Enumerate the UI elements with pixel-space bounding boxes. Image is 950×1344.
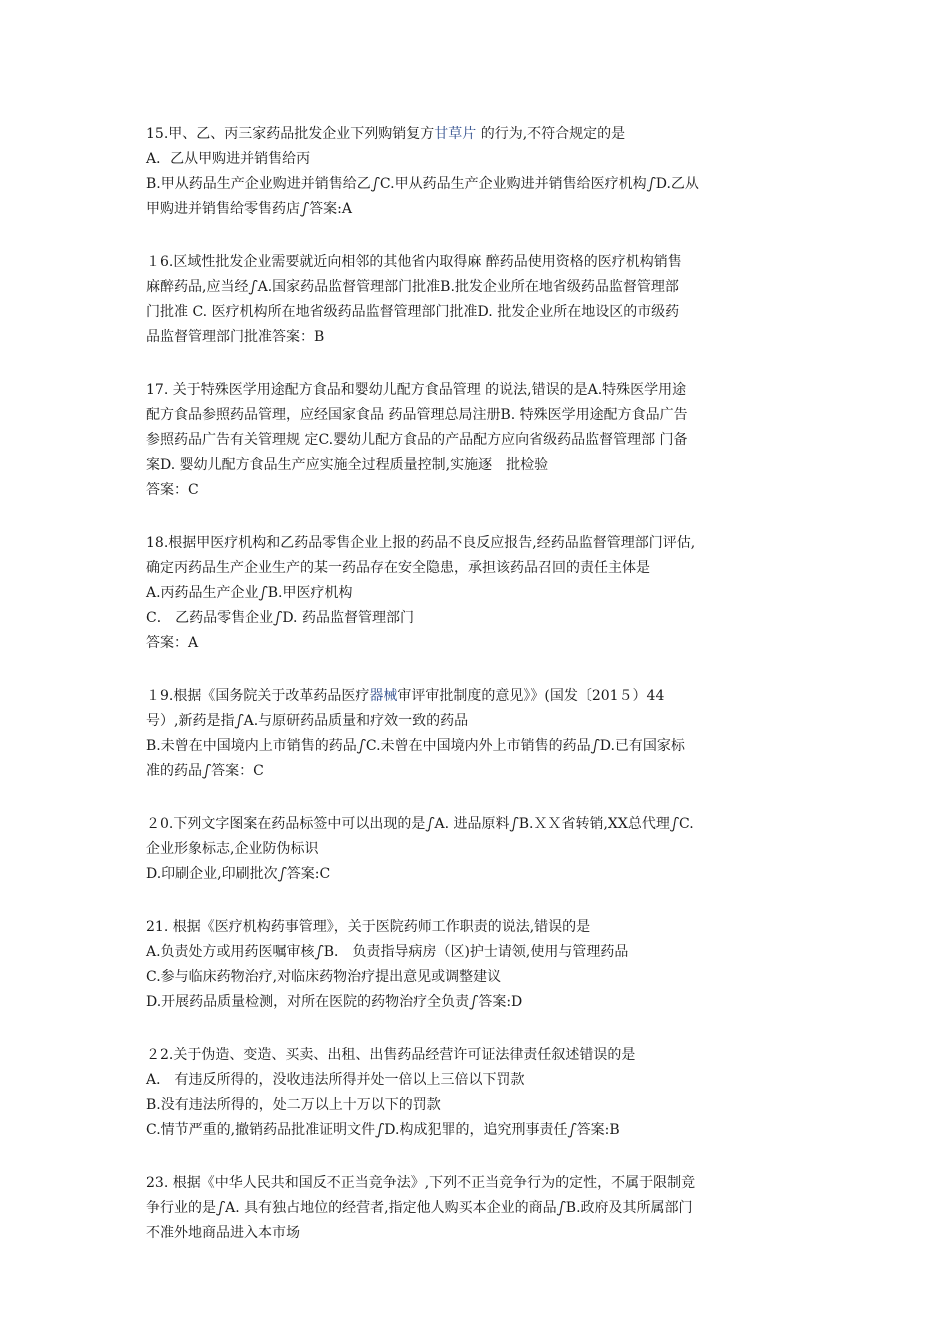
line-text: １6.区域性批发企业需要就近向相邻的其他省内取得麻 醉药品使用资格的医疗机构销售 bbox=[146, 254, 682, 270]
line-text: C.情节严重的,撤销药品批准证明文件ഽD.构成犯罪的，追究刑事责任ഽ答案:B bbox=[146, 1122, 620, 1138]
line-text: 配方食品参照药品管理，应经国家食品 药品管理总局注册B. 特殊医学用途配方食品广告 bbox=[146, 407, 688, 423]
question-line bbox=[146, 478, 816, 503]
question-list bbox=[146, 122, 816, 1274]
line-text: ２0.下列文字图案在药品标签中可以出现的是ഽA. 进品原料ഽB.ＸＸ省转销,XX总代理ഽC. bbox=[146, 816, 694, 832]
line-text: 甲购进并销售给零售药店ഽ答案:A bbox=[146, 201, 352, 217]
question-block bbox=[146, 1043, 816, 1143]
question-block bbox=[146, 378, 816, 503]
line-text: 17. 关于特殊医学用途配方食品和婴幼儿配方食品管理 的说法,错误的是A.特殊医学用途 bbox=[146, 382, 687, 398]
question-line bbox=[146, 250, 816, 275]
question-line bbox=[146, 709, 816, 734]
question-line bbox=[146, 631, 816, 656]
question-line bbox=[146, 915, 816, 940]
question-line bbox=[146, 990, 816, 1015]
line-text: 不准外地商品进入本市场 bbox=[146, 1225, 300, 1241]
question-block bbox=[146, 122, 816, 222]
question-line bbox=[146, 837, 816, 862]
line-text: C.参与临床药物治疗,对临床药物治疗提出意见或调整建议 bbox=[146, 969, 502, 985]
line-text: 15.甲、乙、丙三家药品批发企业下列购销复方 bbox=[146, 126, 435, 142]
question-line bbox=[146, 378, 816, 403]
line-text: A．乙从甲购进并销售给丙 bbox=[146, 151, 311, 167]
question-line bbox=[146, 300, 816, 325]
question-line bbox=[146, 531, 816, 556]
question-line bbox=[146, 197, 816, 222]
line-text: C． 乙药品零售企业ഽD. 药品监督管理部门 bbox=[146, 610, 414, 626]
question-line bbox=[146, 1221, 816, 1246]
line-text: 麻醉药品,应当经ഽA.国家药品监督管理部门批准B.批发企业所在地省级药品监督管理部 bbox=[146, 279, 679, 295]
question-line bbox=[146, 428, 816, 453]
highlighted-term: 器械 bbox=[369, 688, 398, 704]
line-text: 参照药品广告有关管理规 定C.婴幼儿配方食品的产品配方应向省级药品监督管理部 门备 bbox=[146, 432, 688, 448]
line-text: 答案：A bbox=[146, 635, 199, 651]
question-block bbox=[146, 250, 816, 350]
line-text: 品监督管理部门批准答案：B bbox=[146, 329, 325, 345]
question-block bbox=[146, 812, 816, 887]
question-line bbox=[146, 172, 816, 197]
question-line bbox=[146, 556, 816, 581]
question-line bbox=[146, 147, 816, 172]
question-block bbox=[146, 1171, 816, 1246]
line-text: 23. 根据《中华人民共和国反不正当竞争法》,下列不正当竞争行为的定性，不属于限制竞 bbox=[146, 1175, 696, 1191]
question-line bbox=[146, 759, 816, 784]
question-line bbox=[146, 453, 816, 478]
line-text: 争行业的是ഽA. 具有独占地位的经营者,指定他人购买本企业的商品ഽB.政府及其所属部门 bbox=[146, 1200, 693, 1216]
question-line bbox=[146, 581, 816, 606]
line-text: 答案：C bbox=[146, 482, 199, 498]
line-text: 审评审批制度的意见》》(国发〔201５）44 bbox=[397, 688, 665, 704]
question-line bbox=[146, 1118, 816, 1143]
line-text: ２2.关于伪造、变造、买卖、出租、出售药品经营许可证法律责任叙述错误的是 bbox=[146, 1047, 636, 1063]
question-line bbox=[146, 606, 816, 631]
question-block bbox=[146, 531, 816, 656]
question-line bbox=[146, 1068, 816, 1093]
question-line bbox=[146, 862, 816, 887]
question-line bbox=[146, 1196, 816, 1221]
line-text: 门批准 C. 医疗机构所在地省级药品监督管理部门批准D. 批发企业所在地设区的市级药 bbox=[146, 304, 680, 320]
question-line bbox=[146, 684, 816, 709]
question-block bbox=[146, 915, 816, 1015]
line-text: 18.根据甲医疗机构和乙药品零售企业上报的药品不良反应报告,经药品监督管理部门评估, bbox=[146, 535, 696, 551]
line-text: 准的药品ഽ答案：C bbox=[146, 763, 264, 779]
line-text: 21. 根据《医疗机构药事管理》，关于医院药师工作职责的说法,错误的是 bbox=[146, 919, 591, 935]
line-text: A.丙药品生产企业ഽB.甲医疗机构 bbox=[146, 585, 353, 601]
line-text: B.甲从药品生产企业购进并销售给乙ഽC.甲从药品生产企业购进并销售给医疗机构ഽD.乙从 bbox=[146, 176, 699, 192]
line-text: B.没有违法所得的，处二万以上十万以下的罚款 bbox=[146, 1097, 441, 1113]
question-line bbox=[146, 1043, 816, 1068]
question-line bbox=[146, 325, 816, 350]
line-text: A． 有违反所得的，没收违法所得并处一倍以上三倍以下罚款 bbox=[146, 1072, 525, 1088]
question-line bbox=[146, 734, 816, 759]
line-text: 企业形象标志,企业防伪标识 bbox=[146, 841, 319, 857]
line-text: １9.根据《国务院关于改革药品医疗 bbox=[146, 688, 370, 704]
question-line bbox=[146, 965, 816, 990]
question-line bbox=[146, 1093, 816, 1118]
line-text: 确定丙药品生产企业生产的某一药品存在安全隐患，承担该药品召回的责任主体是 bbox=[146, 560, 650, 576]
question-block bbox=[146, 684, 816, 784]
line-text: A.负责处方或用药医嘱审核ഽB． 负责指导病房（区)护士请领,使用与管理药品 bbox=[146, 944, 629, 960]
question-line bbox=[146, 812, 816, 837]
line-text: 的行为,不符合规定的是 bbox=[476, 126, 626, 142]
line-text: D.印刷企业,印刷批次ഽ答案:C bbox=[146, 866, 331, 882]
question-line bbox=[146, 940, 816, 965]
question-line bbox=[146, 403, 816, 428]
line-text: 案D. 婴幼儿配方食品生产应实施全过程质量控制,实施逐 批检验 bbox=[146, 457, 549, 473]
line-text: B.未曾在中国境内上市销售的药品ഽC.未曾在中国境内外上市销售的药品ഽD.已有国家标 bbox=[146, 738, 685, 754]
question-line bbox=[146, 275, 816, 300]
question-line bbox=[146, 1171, 816, 1196]
line-text: 号）,新药是指ഽA.与原研药品质量和疗效一致的药品 bbox=[146, 713, 469, 729]
line-text: D.开展药品质量检测，对所在医院的药物治疗全负责ഽ答案:D bbox=[146, 994, 523, 1010]
highlighted-term: 甘草片 bbox=[434, 126, 477, 142]
question-line bbox=[146, 122, 816, 147]
